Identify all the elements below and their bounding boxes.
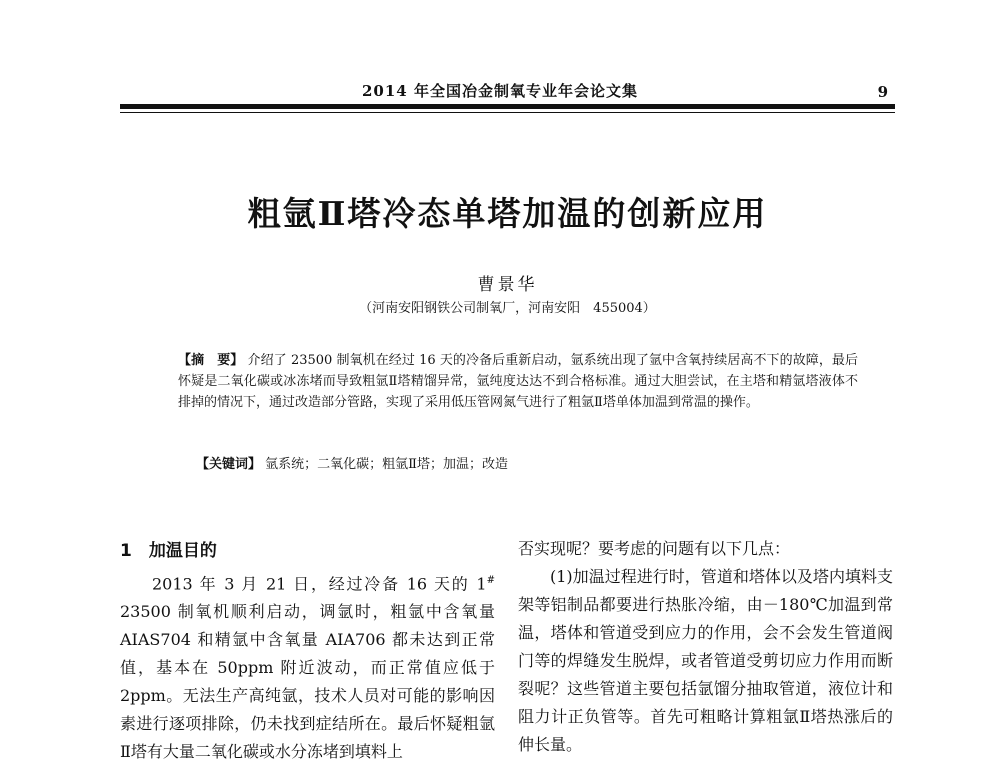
keywords-label: 【关键词】 [196,457,262,472]
keywords-text: 氩系统；二氧化碳；粗氩Ⅱ塔；加温；改造 [265,457,508,472]
left-column [120,535,495,766]
paragraph-text-part2: 23500 制氧机顺利启动，调氩时，粗氩中含氧量 AIAS704 和精氩中含氧量 AIA706 都未达到正常值，基本在 50ppm 附近波动，而正常值应低于 2ppm。无法生产高纯氩，技术人员对可能的影响因素进行逐项排除，仍未找到症结所在。最后怀疑粗氩Ⅱ塔有大量二氧化碳或水分冻堵到填料上 [120,602,495,762]
paragraph-text-part1: 2013 年 3 月 21 日，经过冷备 16 天的 1 [152,574,487,594]
right-column [518,535,893,759]
abstract-text: 介绍了 23500 制氧机在经过 16 天的冷备后重新启动，氩系统出现了氩中含氧持续居高不下的故障，最后怀疑是二氧化碳或冰冻堵而导致粗氩Ⅱ塔精馏异常，氩纯度达达不到合格标准。通过大胆尝试，在主塔和精氩塔液体不排掉的情况下，通过改造部分管路，实现了采用低压管网氮气进行了粗氩Ⅱ塔单体加温到常温的操作。 [178,353,858,410]
section-heading: 1 加温目的 [120,541,217,561]
page-number: 9 [877,83,888,101]
author-name: 曹景华 [477,275,538,295]
paper-title: 粗氩Ⅱ塔冷态单塔加温的创新应用 [247,194,768,233]
right-paragraph-continued: 否实现呢？要考虑的问题有以下几点： [518,539,791,558]
header-rule-thick [120,104,895,109]
right-paragraph-point-1: (1)加温过程进行时，管道和塔体以及塔内填料支架等铝制品都要进行热胀冷缩，由－180℃加温到常温，塔体和管道受到应力的作用，会不会发生管道阀门等的焊缝发生脱焊，或者管道受剪切应力作用而断裂呢？这些管道主要包括氩馏分抽取管道，液位计和阻力计正负管等。首先可粗略计算粗氩Ⅱ塔热涨后的伸长量。 [518,567,893,754]
abstract-label: 【摘 要】 [178,353,244,368]
author-affiliation: （河南安阳钢铁公司制氧厂，河南安阳 455004） [359,301,656,316]
running-header-title: 2014 年全国冶金制氧专业年会论文集 [362,82,638,100]
keywords [196,454,856,475]
header-rule-thin [120,112,895,113]
section-paragraph [120,567,495,766]
abstract [178,350,858,413]
machine-number-superscript: # [486,575,495,586]
